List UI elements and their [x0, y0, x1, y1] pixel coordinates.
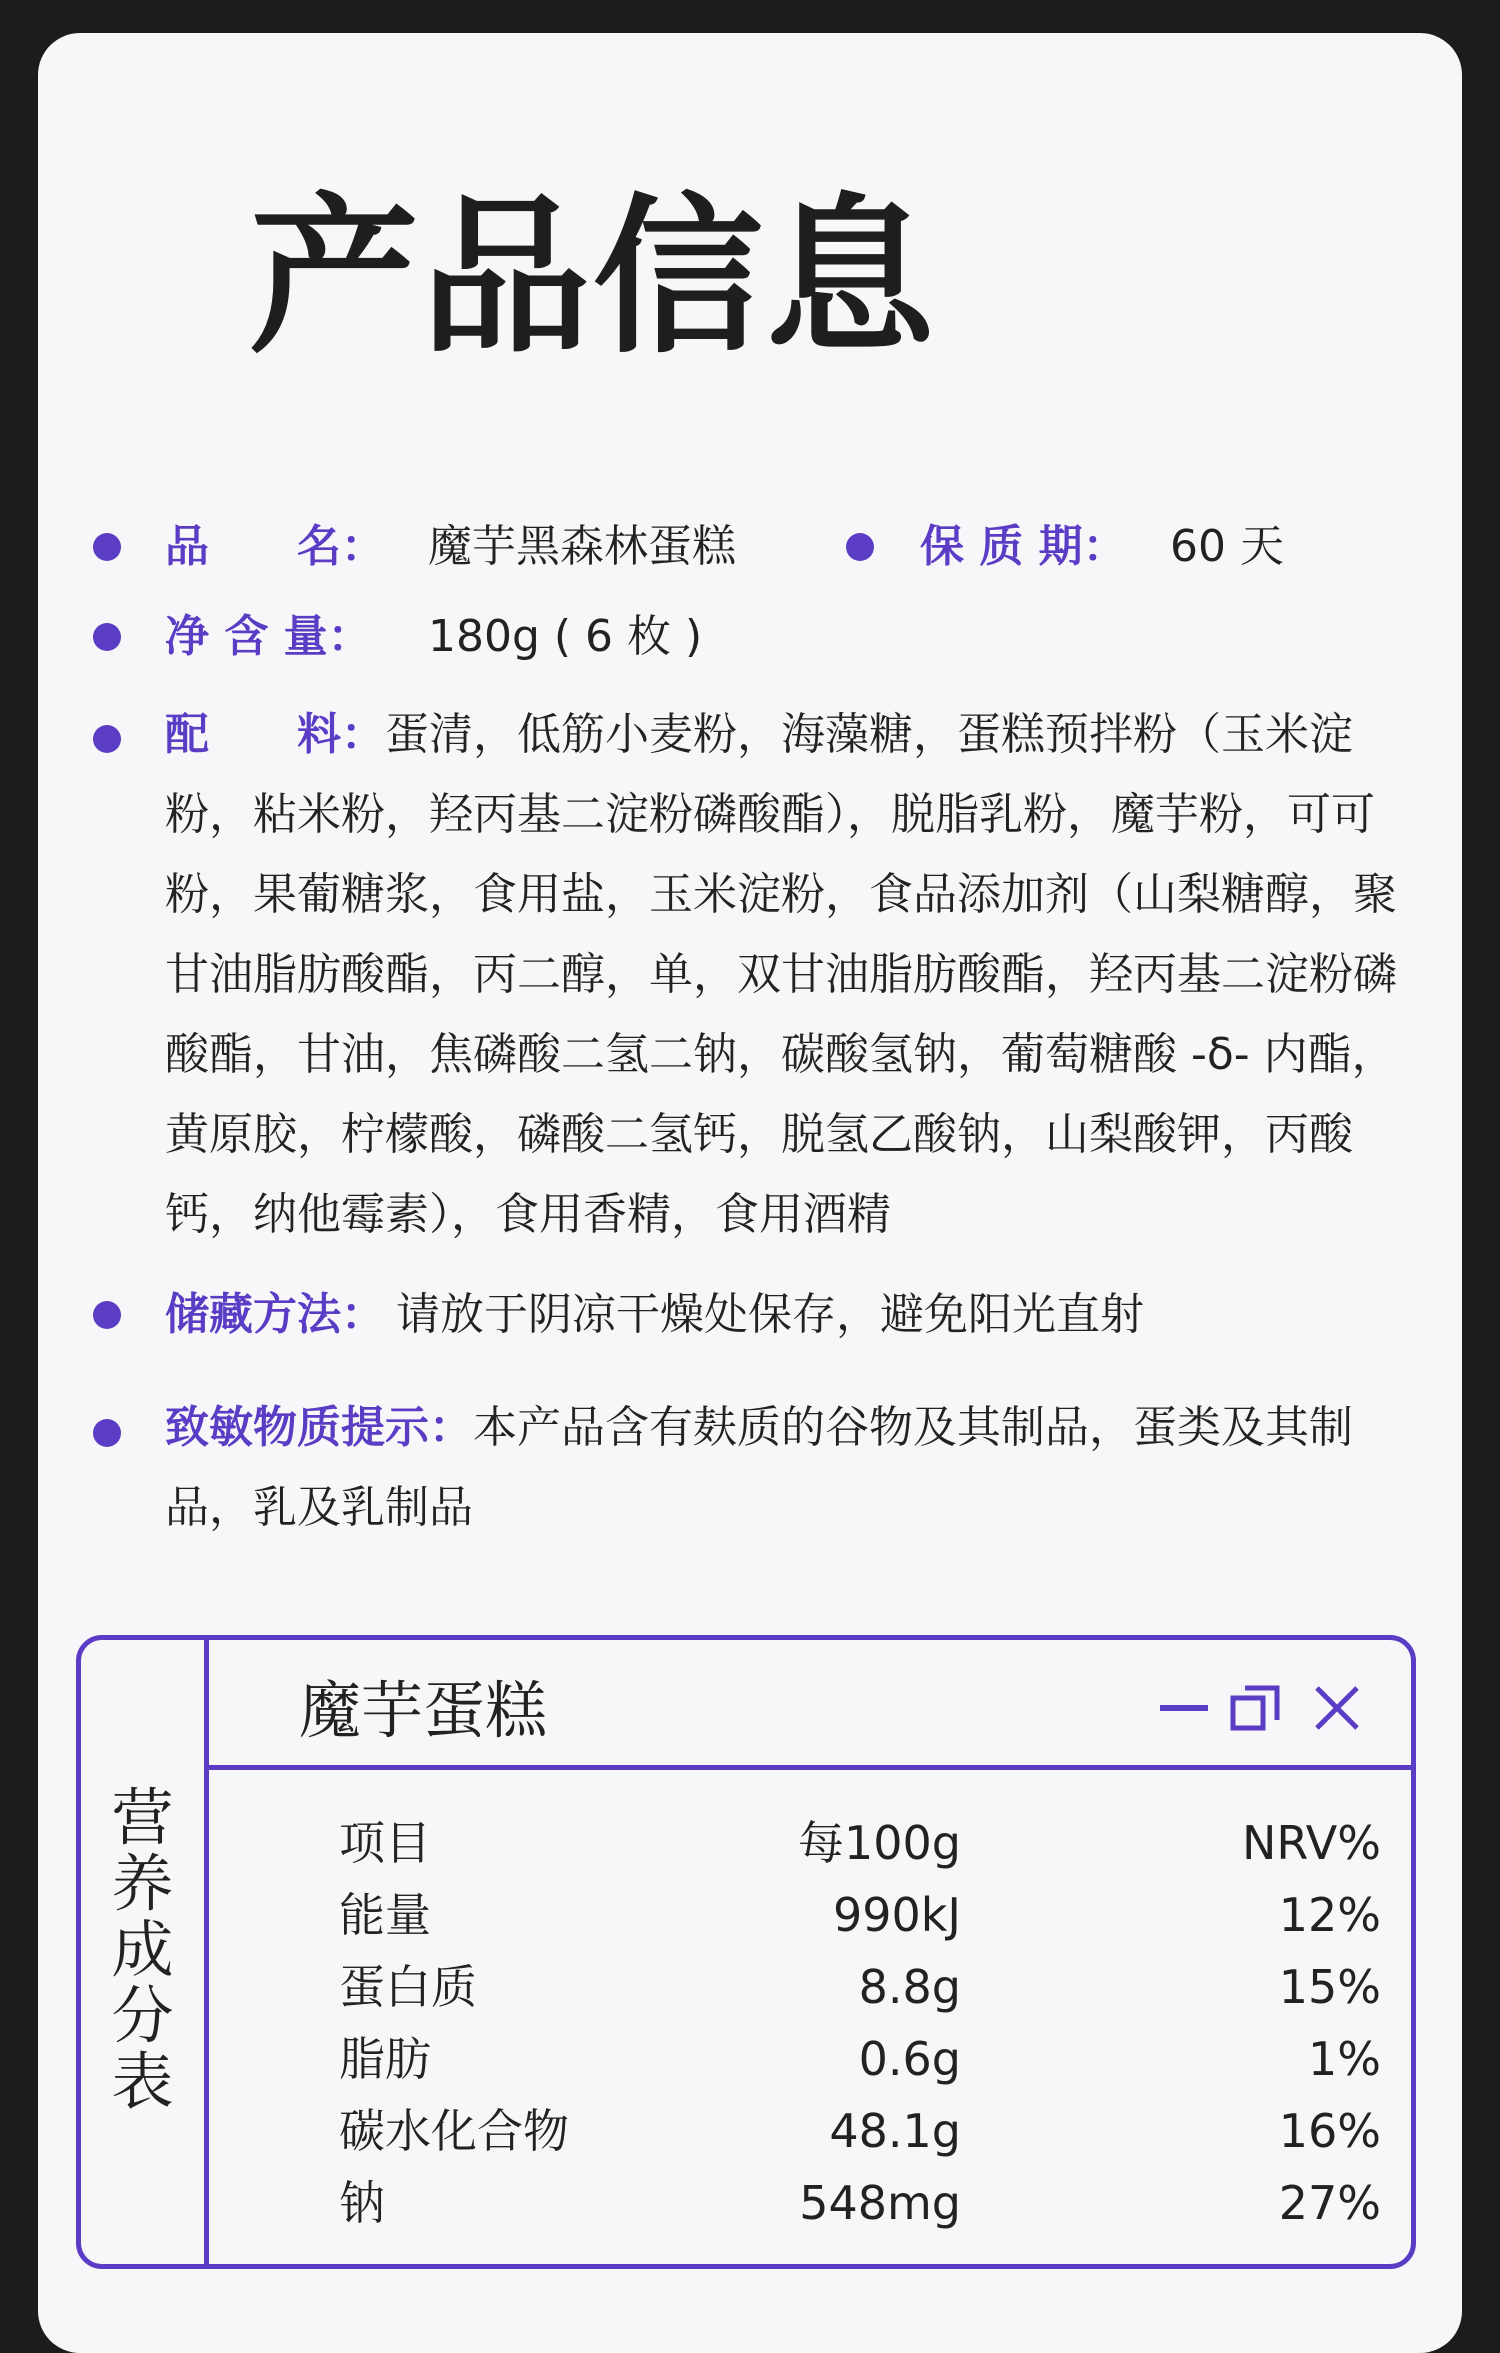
allergen-text: [165, 1388, 1430, 1548]
header-nrv: NRV%: [1241, 1816, 1381, 1870]
table-row: [81, 2032, 1411, 2106]
product-title: 魔芋蛋糕: [299, 1674, 548, 1747]
nutrient-amount: 8.8g: [858, 1960, 961, 2014]
nutrient-amount: 548mg: [799, 2176, 961, 2230]
nutrition-panel: [76, 1635, 1416, 2269]
bullet-icon: [93, 623, 121, 651]
bullet-icon: [93, 1301, 121, 1329]
nutrient-name: 碳水化合物: [339, 2104, 569, 2158]
nutrient-amount: 0.6g: [858, 2032, 961, 2086]
nutrient-nrv: 15%: [1278, 1960, 1381, 2014]
shelf-life-value: 60 天: [1170, 521, 1284, 572]
net-content-value: 180g ( 6 枚 ): [428, 611, 703, 662]
allergen-value: 本产品含有麸质的谷物及其制品，蛋类及其制品，乳及乳制品: [165, 1402, 1353, 1533]
storage-label: 储藏方法：: [165, 1289, 385, 1340]
table-row: [81, 1888, 1411, 1962]
close-icon[interactable]: [1309, 1680, 1365, 1736]
nutrient-name: 能量: [339, 1888, 431, 1942]
name-label: 品 名：: [165, 521, 385, 572]
table-row: [81, 2104, 1411, 2178]
nutrient-amount: 48.1g: [829, 2104, 961, 2158]
allergen-label: 致敏物质提示：: [165, 1402, 473, 1453]
nutrient-name: 脂肪: [339, 2032, 431, 2086]
name-value: 魔芋黑森林蛋糕: [428, 521, 736, 572]
page-title: 产品信息: [248, 179, 937, 377]
bullet-icon: [93, 533, 121, 561]
nutrition-header: [209, 1640, 1411, 1770]
table-header-row: [81, 1816, 1411, 1890]
net-content-label: 净 含 量：: [165, 611, 372, 662]
bullet-icon: [93, 725, 121, 753]
header-per100g: 每100g: [798, 1816, 961, 1870]
nutrient-nrv: 16%: [1278, 2104, 1381, 2158]
nutrition-side-label: 营养成分表: [111, 1781, 174, 2118]
ingredients-text: [165, 695, 1430, 1255]
ingredients-label: 配 料：: [165, 709, 385, 760]
table-row: [81, 2176, 1411, 2250]
nutrient-amount: 990kJ: [832, 1888, 961, 1942]
nutrient-nrv: 12%: [1278, 1888, 1381, 1942]
table-row: [81, 1960, 1411, 2034]
nutrient-nrv: 27%: [1278, 2176, 1381, 2230]
bullet-icon: [846, 533, 874, 561]
bullet-icon: [93, 1419, 121, 1447]
restore-icon[interactable]: [1229, 1680, 1285, 1736]
nutrient-nrv: 1%: [1308, 2032, 1381, 2086]
nutrient-name: 钠: [339, 2176, 385, 2230]
shelf-life-label: 保 质 期：: [920, 521, 1127, 572]
header-item: 项目: [339, 1816, 431, 1870]
nutrient-name: 蛋白质: [339, 1960, 477, 2014]
storage-value: 请放于阴凉干燥处保存，避免阳光直射: [396, 1289, 1144, 1340]
minimize-icon[interactable]: [1156, 1680, 1212, 1736]
ingredients-value: 蛋清，低筋小麦粉，海藻糖，蛋糕预拌粉（玉米淀粉，粘米粉，羟丙基二淀粉磷酸酯），脱脂乳粉，魔芋粉，可可粉，果葡糖浆，食用盐，玉米淀粉，食品添加剂（山梨糖醇，聚甘油脂肪酸酯，丙二醇，单，双甘油脂肪酸酯，羟丙基二淀粉磷酸酯，甘油，焦磷酸二氢二钠，碳酸氢钠，葡萄糖酸 -δ- 内酯，黄原胶，柠檬酸，磷酸二氢钙，脱氢乙酸钠，山梨酸钾，丙酸钙，纳他霉素），食用香精，食用酒精: [165, 709, 1397, 1240]
